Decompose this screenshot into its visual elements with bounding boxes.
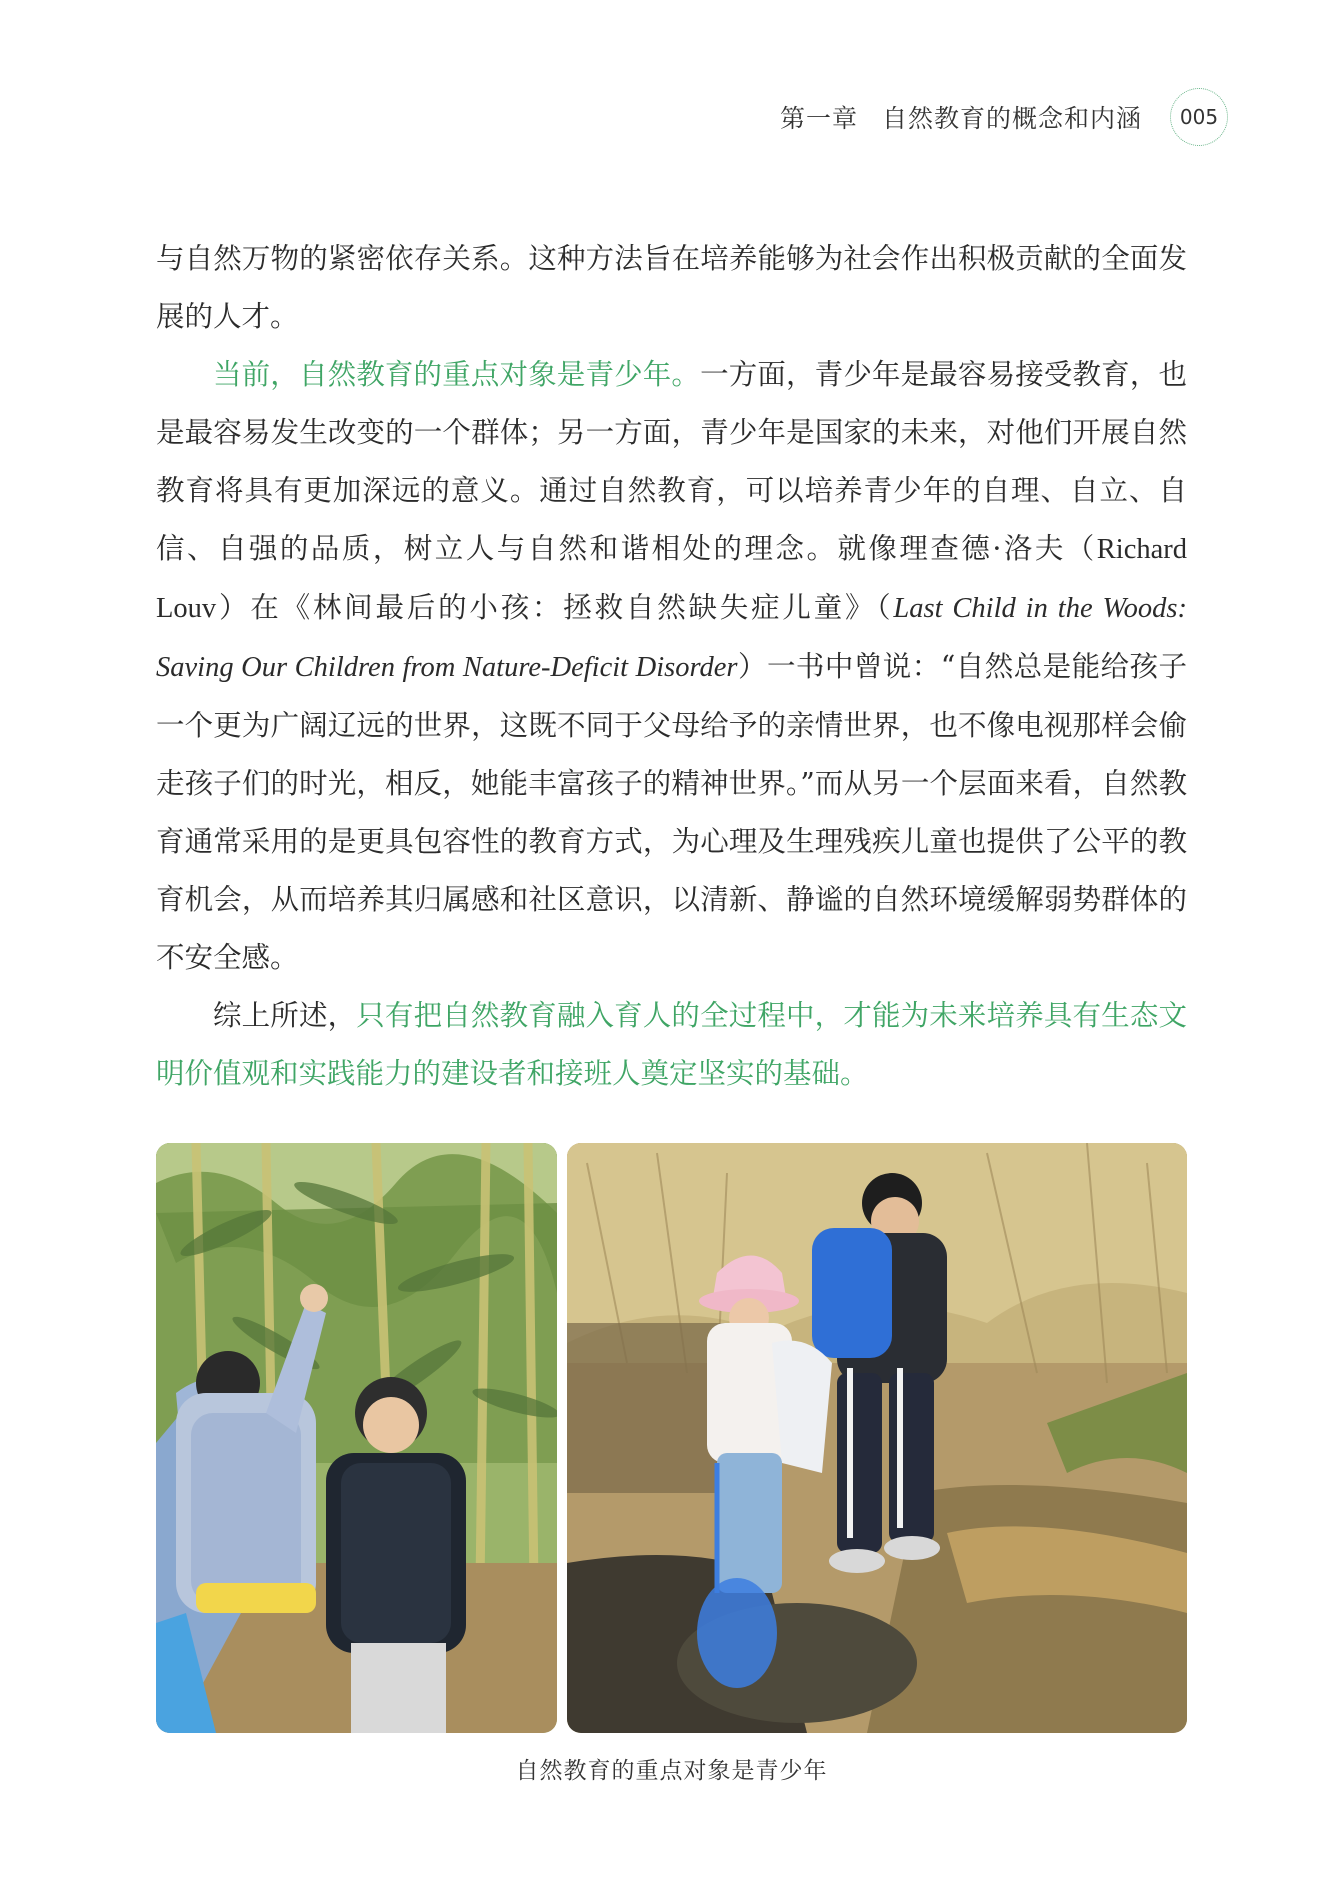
running-header (780, 88, 1228, 146)
paragraph-text: 一方面，青少年是最容易接受教育，也是最容易发生改变的一个群体；另一方面，青少年是国家的未来，对他们开展自然教育将具有更加深远的意义。通过自然教育，可以培养青少年的自理、自立、自信、自强的品质，树立人与自然和谐相处的理念。就像理查德·洛夫（ (156, 358, 1187, 565)
photo-bamboo-children (156, 1143, 557, 1733)
highlight-text: 只有把自然教育融入育人的全过程中，才能为未来培养具有生态文明价值观和实践能力的建设者和接班人奠定坚实的基础。 (156, 999, 1187, 1090)
author-name-en: Richard Louv (156, 534, 1187, 624)
chapter-title: 自然教育的概念和内涵 (881, 104, 1142, 133)
paragraph-3 (156, 987, 1187, 1103)
paragraph-text: ）在《林间最后的小孩：拯救自然缺失症儿童》（ (216, 591, 894, 624)
paragraph-text: ）一书中曾说：“自然总是能给孩子一个更为广阔辽远的世界，这既不同于父母给予的亲情世界，也不像电视那样会偷走孩子们的时光，相反，她能丰富孩子的精神世界。”而从另一个层面来看，自然教育通常采用的是更具包容性的教育方式，为心理及生理残疾儿童也提供了公平的教育机会，从而培养其归属感和社区意识，以清新、静谧的自然环境缓解弱势群体的不安全感。 (156, 650, 1187, 974)
paragraph-2 (156, 346, 1187, 987)
paragraph-text: 综上所述， (213, 999, 357, 1032)
photo-stream-children (567, 1143, 1187, 1733)
figure-caption: 自然教育的重点对象是青少年 (515, 1758, 828, 1784)
book-title-en: Last Child in the Woods: Saving Our Children from Nature-Deficit Disorder (156, 593, 1187, 683)
highlight-text: 当前，自然教育的重点对象是青少年。 (213, 358, 701, 391)
page-number: 005 (1170, 88, 1228, 146)
photo-figure (156, 1143, 1187, 1733)
body-text (156, 230, 1187, 1103)
chapter-label: 第一章 (779, 104, 858, 133)
paragraph-1: 与自然万物的紧密依存关系。这种方法旨在培养能够为社会作出积极贡献的全面发展的人才。 (156, 242, 1187, 333)
